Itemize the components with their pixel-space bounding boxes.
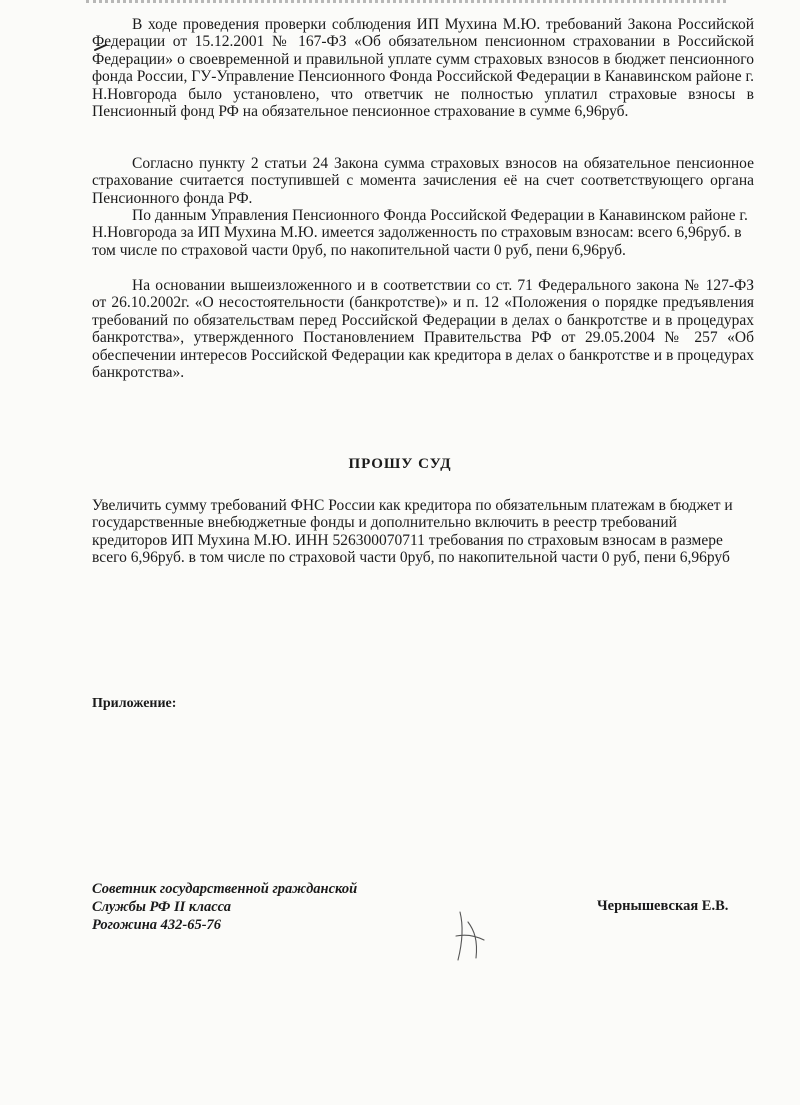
body-paragraph-debt <box>92 207 754 259</box>
appendix-label: Приложение: <box>92 696 177 711</box>
signatory-contact: Рогожина 432-65-76 <box>92 917 222 933</box>
body-paragraph-law-article <box>92 155 754 207</box>
request-text: Увеличить сумму требований ФНС России как кредитора по обязательным платежам в бюджет и государственные внебюджетные фонды и дополнительно включить в реестр требований кредиторов ИП Мухина М.Ю. ИНН 526300070711 требования по страховым взносам в размере всего 6,96руб. в том числе по страховой части 0руб, по накопительной части 0 руб, пени 6,96руб <box>92 497 733 567</box>
handwritten-signature <box>440 900 520 970</box>
signatory-rank: Службы РФ II класса <box>92 899 231 915</box>
paragraph-text: Согласно пункту 2 статьи 24 Закона сумма страховых взносов на обязательное пенсионное страхование считается поступившей с момента зачисления её на счет соответствующего органа Пенсионного фонда РФ. <box>92 155 754 207</box>
request-heading: ПРОШУ СУД <box>348 456 452 472</box>
signatory-block <box>92 880 357 934</box>
body-paragraph-legal-basis <box>92 277 754 381</box>
signatory-name: Чернышевская Е.В. <box>597 898 729 914</box>
cut-off-text-line <box>86 0 726 8</box>
request-paragraph <box>92 497 754 567</box>
signatory-title: Советник государственной гражданской <box>92 881 358 897</box>
body-paragraph-inspection <box>92 16 754 120</box>
paragraph-text: По данным Управления Пенсионного Фонда Российской Федерации в Канавинском районе г. Н.Новгорода за ИП Мухина М.Ю. имеется задолженность по страховым взносам: всего 6,96руб. в том числе по страховой части 0руб, по накопительной части 0 руб, пени 6,96руб. <box>92 207 748 259</box>
paragraph-text: В ходе проведения проверки соблюдения ИП Мухина М.Ю. требований Закона Российской Федерации от 15.12.2001 № 167-ФЗ «Об обязательном пенсионном страховании в Российской Федерации» о своевременной и правильной уплате сумм страховых взносов в бюджет пенсионного фонда России, ГУ-Управление Пенсионного Фонда Российской Федерации в Канавинском районе г. Н.Новгорода было установлено, что ответчик не полностью уплатил страховые взносы в Пенсионный фонд РФ на обязательное пенсионное страхование в сумме 6,96руб. <box>92 16 754 121</box>
paragraph-text: На основании вышеизложенного и в соответствии со ст. 71 Федерального закона № 127-ФЗ от 26.10.2002г. «О несостоятельности (банкротстве)» и п. 12 «Положения о порядке предъявления требований по обязательствам перед Российской Федерации в делах о банкротстве и в процедурах банкротства», утвержденного Постановлением Правительства РФ от 29.05.2004 № 257 «Об обеспечении интересов Российской Федерации как кредитора в делах о банкротстве и в процедурах банкротства». <box>92 277 754 382</box>
